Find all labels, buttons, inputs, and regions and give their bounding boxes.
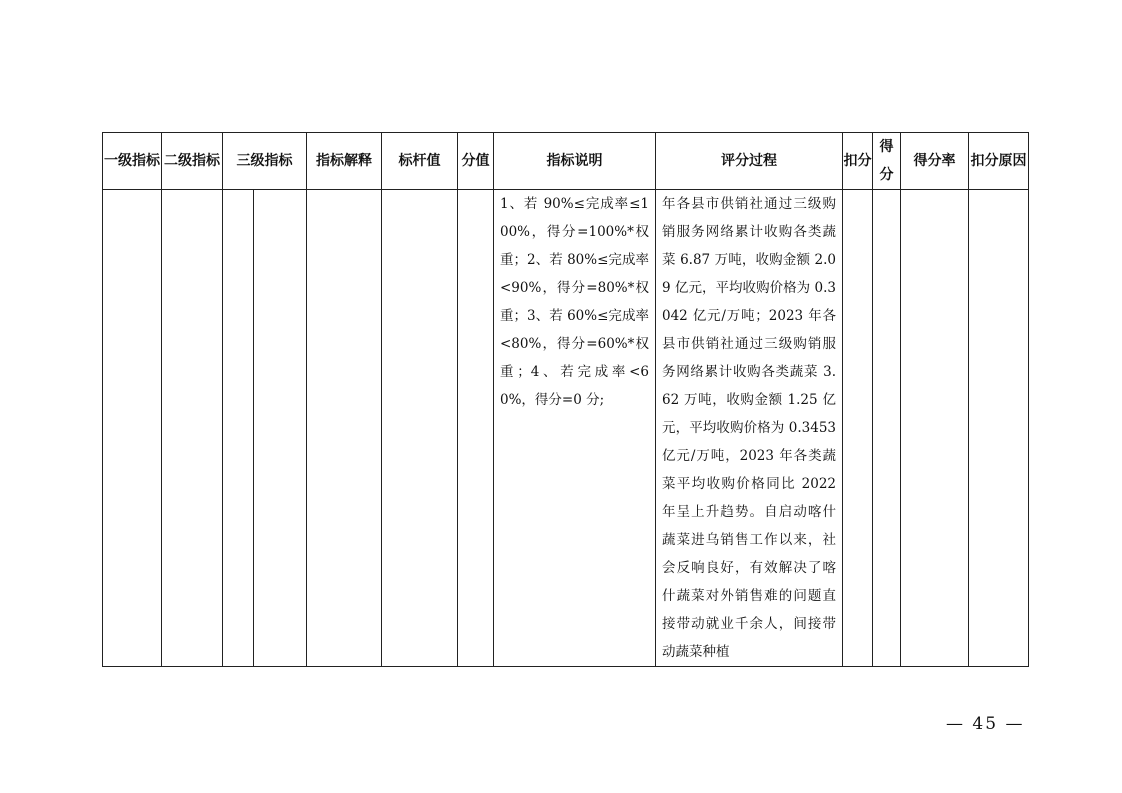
header-deduction: 扣分	[843, 133, 873, 190]
header-indicator-explanation: 指标解释	[307, 133, 382, 190]
cell-level3-a	[223, 190, 254, 667]
header-deduction-reason: 扣分原因	[969, 133, 1029, 190]
header-level2-indicator: 二级指标	[162, 133, 223, 190]
indicator-description-text: 1、若 90%≤完成率≤100%，得分=100%*权重；2、若 80%≤完成率<90%，得分=80%*权重；3、若 60%≤完成率<80%，得分=60%*权重；4、若完成率<60%，得分=0 分;	[500, 196, 649, 408]
cell-indicator-description	[494, 190, 656, 667]
cell-level1	[103, 190, 162, 667]
cell-obtained-score	[873, 190, 901, 667]
cell-benchmark	[382, 190, 458, 667]
cell-level2	[162, 190, 223, 667]
header-score-value: 分值	[458, 133, 494, 190]
cell-scoring-process	[656, 190, 843, 667]
scoring-process-text: 年各县市供销社通过三级购销服务网络累计收购各类蔬菜 6.87 万吨，收购金额 2.09 亿元，平均收购价格为 0.3042 亿元/万吨；2023 年各县市供销社通过三级购销服务网络累计收购各类蔬菜 3.62 万吨，收购金额 1.25 亿元，平均收购价格为 0.3453 亿元/万吨，2023 年各类蔬菜平均收购价格同比 2022 年呈上升趋势。自启动喀什蔬菜进乌销售工作以来，社会反响良好，有效解决了喀什蔬菜对外销售难的问题直接带动就业千余人，间接带动蔬菜种植	[662, 196, 836, 660]
evaluation-table	[102, 132, 1029, 667]
page-number: — 45 —	[946, 714, 1025, 734]
cell-deduction-reason	[969, 190, 1029, 667]
cell-explanation	[307, 190, 382, 667]
header-level3-indicator: 三级指标	[223, 133, 307, 190]
header-benchmark-value: 标杆值	[382, 133, 458, 190]
header-level1-indicator: 一级指标	[103, 133, 162, 190]
cell-score-rate	[901, 190, 969, 667]
header-obtained-score: 得分	[873, 133, 901, 190]
header-indicator-description: 指标说明	[494, 133, 656, 190]
cell-deduction	[843, 190, 873, 667]
cell-level3-b	[254, 190, 307, 667]
header-score-rate: 得分率	[901, 133, 969, 190]
header-row	[103, 133, 1029, 190]
cell-score-value	[458, 190, 494, 667]
table-row	[103, 190, 1029, 667]
header-scoring-process: 评分过程	[656, 133, 843, 190]
